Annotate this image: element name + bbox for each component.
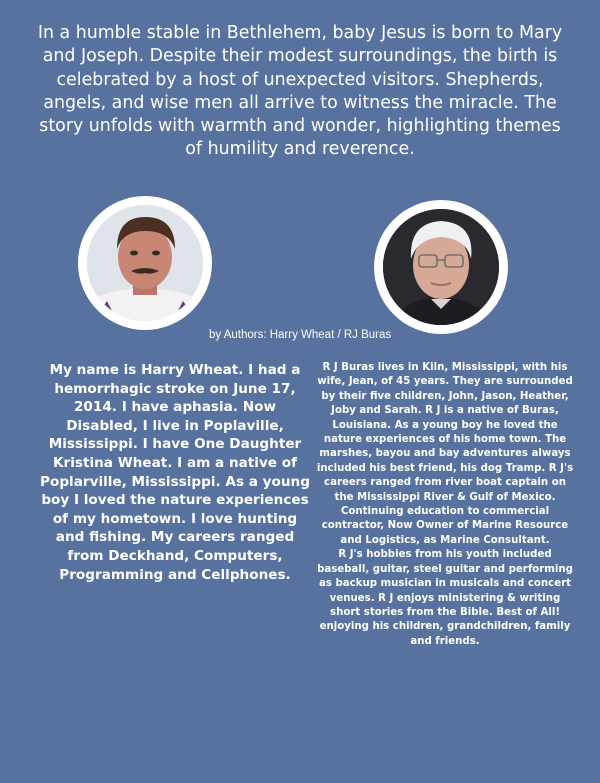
rj-buras-bio (313, 361, 577, 649)
author-photo-harry-wheat (78, 196, 212, 330)
rj-buras-bio-paragraph-1: R J Buras lives in Kiln, Mississippi, with his wife, Jean, of 45 years. They are surrounded by their five children, John, Jason, Heather, Joby and Sarah. R J is a native of Buras, Louisiana. As a young boy he loved the nature experiences of his home town. The marshes, bayou and bay adventures always included his best friend, his dog Tramp. R J's careers ranged from river boat captain on the Mississippi River & Gulf of Mexico. Continuing education to commercial contractor, Now Owner of Marine Resource and Logistics, as Marine Consultant. (316, 362, 574, 546)
man-portrait-icon (87, 205, 203, 321)
man-portrait-icon (383, 209, 499, 325)
portrait-image (383, 209, 499, 325)
authors-byline: by Authors: Harry Wheat / RJ Buras (209, 329, 392, 341)
book-synopsis: In a humble stable in Bethlehem, baby Jesus is born to Mary and Joseph. Despite their modest surroundings, the birth is celebrated by a host of unexpected visitors. Shepherds, angels, and wise men all arrive to witness the miracle. The story unfolds with warmth and wonder, highlighting themes of humility and reverence. (37, 23, 563, 160)
harry-wheat-bio: My name is Harry Wheat. I had a hemorrhagic stroke on June 17, 2014. I have aphasia. Now Disabled, I live in Poplaville, Mississippi. I have One Daughter Kristina Wheat. I am a native of Poplarville, Mississippi. As a young boy I loved the nature experiences of my hometown. I love hunting and fishing. My careers ranged from Deckhand, Computers, Programming and Cellphones. (40, 362, 310, 583)
rj-buras-bio-paragraph-2: R J's hobbies from his youth included baseball, guitar, steel guitar and performing as backup musician in musicals and concert venues. R J enjoys ministering & writing short stories from the Bible. Best of All! enjoying his children, grandchildren, family and friends. (317, 549, 573, 647)
portrait-image (87, 205, 203, 321)
author-photo-rj-buras (374, 200, 508, 334)
